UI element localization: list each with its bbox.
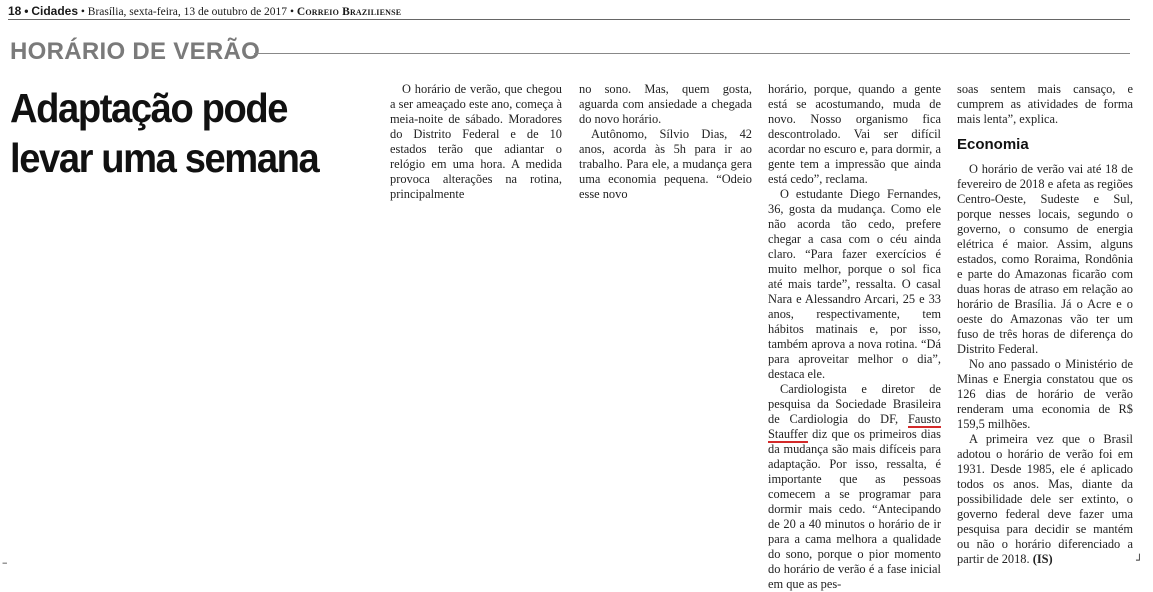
article-column-3 (768, 82, 941, 592)
kicker-rule (254, 53, 1130, 54)
newspaper-brand: Correio Braziliense (296, 6, 402, 18)
paragraph (957, 432, 1133, 567)
paragraph: O estudante Diego Fernandes, 36, gosta da mudança. Como ele não acorda tão cedo, prefere chegar a casa com o céu ainda claro. “Para fazer exercícios é muito melhor, porque o sol fica até mais tarde”, ressalta. O casal Nara e Alessandro Arcari, 25 e 33 anos, respectivamente, tem hábitos matinais e, por isso, também aprova a nova rotina. “Dá para aproveitar melhor o dia”, destaca ele. (768, 187, 941, 381)
page-header (8, 4, 401, 18)
header-separator: • (24, 4, 29, 18)
dateline: Brasília, sexta-feira, 13 de outubro de 2017 (87, 6, 288, 18)
paragraph-text: Cardiologista e diretor de pesquisa da Sociedade Brasileira de Cardiologia do DF, (768, 382, 941, 426)
paragraph: horário, porque, quando a gente está se acostumando, muda de novo. Nosso organismo fica descontrolado. Vai ser difícil acordar no escuro e, para dormir, a gente tem a impressão que ainda está cedo”, reclama. (768, 82, 941, 186)
paragraph: O horário de verão vai até 18 de fevereiro de 2018 e afeta as regiões Centro-Oeste, Sudeste e Sul, porque nesses locais, segundo o governo, o consumo de energia elétrica é maior. Assim, alguns estados, como Roraima, Rondônia e parte do Amazonas ficarão com duas horas de atraso em relação ao horário de Brasília. Já o Acre e o oeste do Amazonas vão ter um fuso de três horas de diferença do Distrito Federal. (957, 162, 1133, 356)
article-kicker: HORÁRIO DE VERÃO (10, 38, 261, 65)
paragraph: No ano passado o Ministério de Minas e Energia constatou que os 126 dias de horário de verão renderam uma economia de R$ 159,5 milhões. (957, 357, 1133, 431)
article-headline: Adaptação pode levar uma semana (10, 85, 319, 181)
paragraph (768, 382, 941, 592)
article-column-2 (579, 82, 752, 202)
header-separator: • (289, 6, 294, 18)
header-separator: • (80, 6, 85, 18)
paragraph: soas sentem mais cansaço, e cumprem as atividades de forma mais lenta”, explica. (957, 82, 1133, 126)
crop-mark-left: – (2, 556, 8, 569)
section-subhead: Economia (957, 136, 1029, 153)
paragraph: Autônomo, Sílvio Dias, 42 anos, acorda às 5h para ir ao trabalho. Para ele, a mudança gera uma economia pequena. “Odeio esse novo (579, 127, 752, 201)
kicker-bar (10, 38, 1130, 68)
crop-mark-right: ┘ (1136, 554, 1143, 567)
paragraph-text: diz que os primeiros dias da mudança são mais difíceis para adaptação. Por isso, ressalta, é importante que as pessoas comecem a se programar para dormir mais cedo. “Antecipando de 20 a 40 minutos o horário de ir para a cama melhora a qualidade do sono, porque o pior momento do horário de verão é a fase inicial em que as pes- (768, 427, 941, 591)
paragraph: no sono. Mas, quem gosta, aguarda com ansiedade a chegada do novo horário. (579, 82, 752, 126)
section-name: Cidades (31, 4, 78, 18)
header-divider (8, 19, 1130, 20)
highlighted-name: Fausto Stauffer (768, 412, 941, 441)
page-number: 18 (8, 4, 22, 18)
paragraph: O horário de verão, que chegou a ser ameaçado este ano, começa à meia-noite de sábado. Moradores do Distrito Federal e de 10 estados terão que adiantar o relógio em uma hora. A medida provoca alterações na rotina, principalmente (390, 82, 562, 201)
article-column-1 (390, 82, 562, 202)
article-column-4 (957, 82, 1133, 567)
author-credit: (IS) (1032, 552, 1053, 566)
paragraph-text: A primeira vez que o Brasil adotou o horário de verão foi em 1931. Desde 1985, ele é aplicado todos os anos. Mas, diante da possibilidade dele ser extinto, o governo federal deve fazer uma pesquisa para decidir se mantém ou não o horário diferenciado a partir de 2018. (957, 432, 1133, 566)
